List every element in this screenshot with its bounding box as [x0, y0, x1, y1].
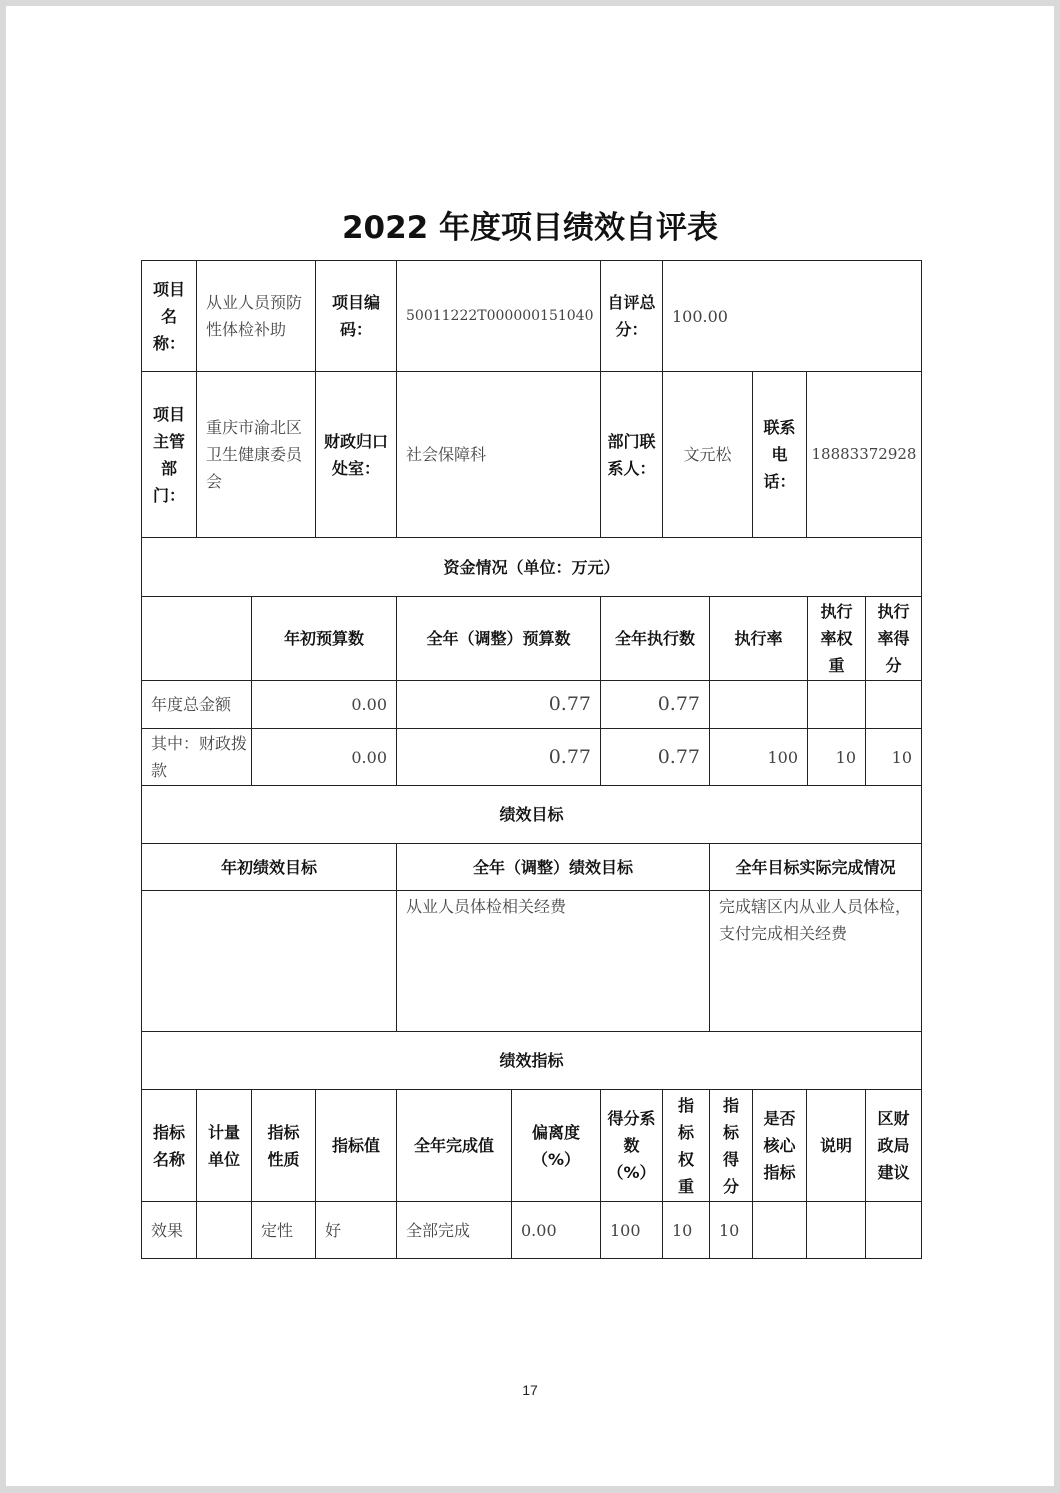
goals-header-initial: 年初绩效目标	[141, 843, 397, 891]
ind-row-deviation: 0.00	[511, 1201, 601, 1259]
ind-row-unit	[196, 1201, 252, 1259]
ind-row-core	[752, 1201, 807, 1259]
goals-initial-value	[141, 890, 397, 1032]
funds-row-fiscal-initial: 0.00	[251, 728, 397, 786]
self-score-value: 100.00	[662, 260, 922, 372]
funds-row-fiscal-score: 10	[865, 728, 922, 786]
ind-row-coef: 100	[600, 1201, 663, 1259]
funds-header-weight: 执行率权重	[807, 596, 866, 681]
ind-header-note: 说明	[806, 1089, 866, 1202]
ind-header-nature: 指标性质	[251, 1089, 316, 1202]
ind-header-deviation: 偏离度（%）	[511, 1089, 601, 1202]
funds-row-fiscal-rate: 100	[709, 728, 808, 786]
funds-row-fiscal-adjusted: 0.77	[396, 728, 601, 786]
ind-row-name: 效果	[141, 1201, 197, 1259]
finance-office-value: 社会保障科	[396, 371, 601, 538]
ind-row-weight: 10	[662, 1201, 710, 1259]
ind-header-weight: 指标权重	[662, 1089, 710, 1202]
funds-header-blank	[141, 596, 252, 681]
project-code-value: 50011222T000000151040	[396, 260, 601, 372]
funds-header-executed: 全年执行数	[600, 596, 710, 681]
ind-header-score: 指标得分	[709, 1089, 753, 1202]
project-code-label: 项目编码：	[315, 260, 397, 372]
funds-header-rate: 执行率	[709, 596, 808, 681]
ind-header-value: 指标值	[315, 1089, 397, 1202]
dept-label: 项目主管部门：	[141, 371, 197, 538]
funds-section-title: 资金情况（单位：万元）	[141, 537, 922, 597]
funds-row-total-adjusted: 0.77	[396, 680, 601, 729]
goals-actual-value: 完成辖区内从业人员体检，支付完成相关经费	[709, 890, 922, 1032]
ind-row-note	[806, 1201, 866, 1259]
ind-header-core: 是否核心指标	[752, 1089, 807, 1202]
goals-section-title: 绩效目标	[141, 785, 922, 844]
funds-row-total-initial: 0.00	[251, 680, 397, 729]
ind-row-completed: 全部完成	[396, 1201, 512, 1259]
funds-header-adjusted: 全年（调整）预算数	[396, 596, 601, 681]
funds-row-fiscal-label: 其中：财政拨款	[141, 728, 252, 786]
project-name-label: 项目名称：	[141, 260, 197, 372]
contact-label: 部门联系人：	[600, 371, 663, 538]
funds-row-fiscal-executed: 0.77	[600, 728, 710, 786]
funds-header-score: 执行率得分	[865, 596, 922, 681]
funds-row-total-score	[865, 680, 922, 729]
self-score-label: 自评总分：	[600, 260, 663, 372]
ind-header-name: 指标名称	[141, 1089, 197, 1202]
goals-header-actual: 全年目标实际完成情况	[709, 843, 922, 891]
funds-header-initial: 年初预算数	[251, 596, 397, 681]
finance-office-label: 财政归口处室：	[315, 371, 397, 538]
phone-value: 18883372928	[806, 371, 922, 538]
indicators-section-title: 绩效指标	[141, 1031, 922, 1090]
page-number: 17	[522, 1382, 538, 1398]
funds-row-total-rate	[709, 680, 808, 729]
ind-row-nature: 定性	[251, 1201, 316, 1259]
funds-row-total-weight	[807, 680, 866, 729]
contact-value: 文元松	[662, 371, 753, 538]
ind-header-unit: 计量单位	[196, 1089, 252, 1202]
goals-adjusted-value: 从业人员体检相关经费	[396, 890, 710, 1032]
page-title: 2022 年度项目绩效自评表	[341, 210, 719, 246]
funds-row-total-executed: 0.77	[600, 680, 710, 729]
funds-row-total-label: 年度总金额	[141, 680, 252, 729]
ind-header-coef: 得分系数（%）	[600, 1089, 663, 1202]
ind-header-completed: 全年完成值	[396, 1089, 512, 1202]
ind-row-value: 好	[315, 1201, 397, 1259]
dept-value: 重庆市渝北区卫生健康委员会	[196, 371, 316, 538]
ind-row-score: 10	[709, 1201, 753, 1259]
funds-row-fiscal-weight: 10	[807, 728, 866, 786]
goals-header-adjusted: 全年（调整）绩效目标	[396, 843, 710, 891]
ind-header-suggestion: 区财政局建议	[865, 1089, 922, 1202]
phone-label: 联系电话：	[752, 371, 807, 538]
project-name-value: 从业人员预防性体检补助	[196, 260, 316, 372]
ind-row-suggestion	[865, 1201, 922, 1259]
